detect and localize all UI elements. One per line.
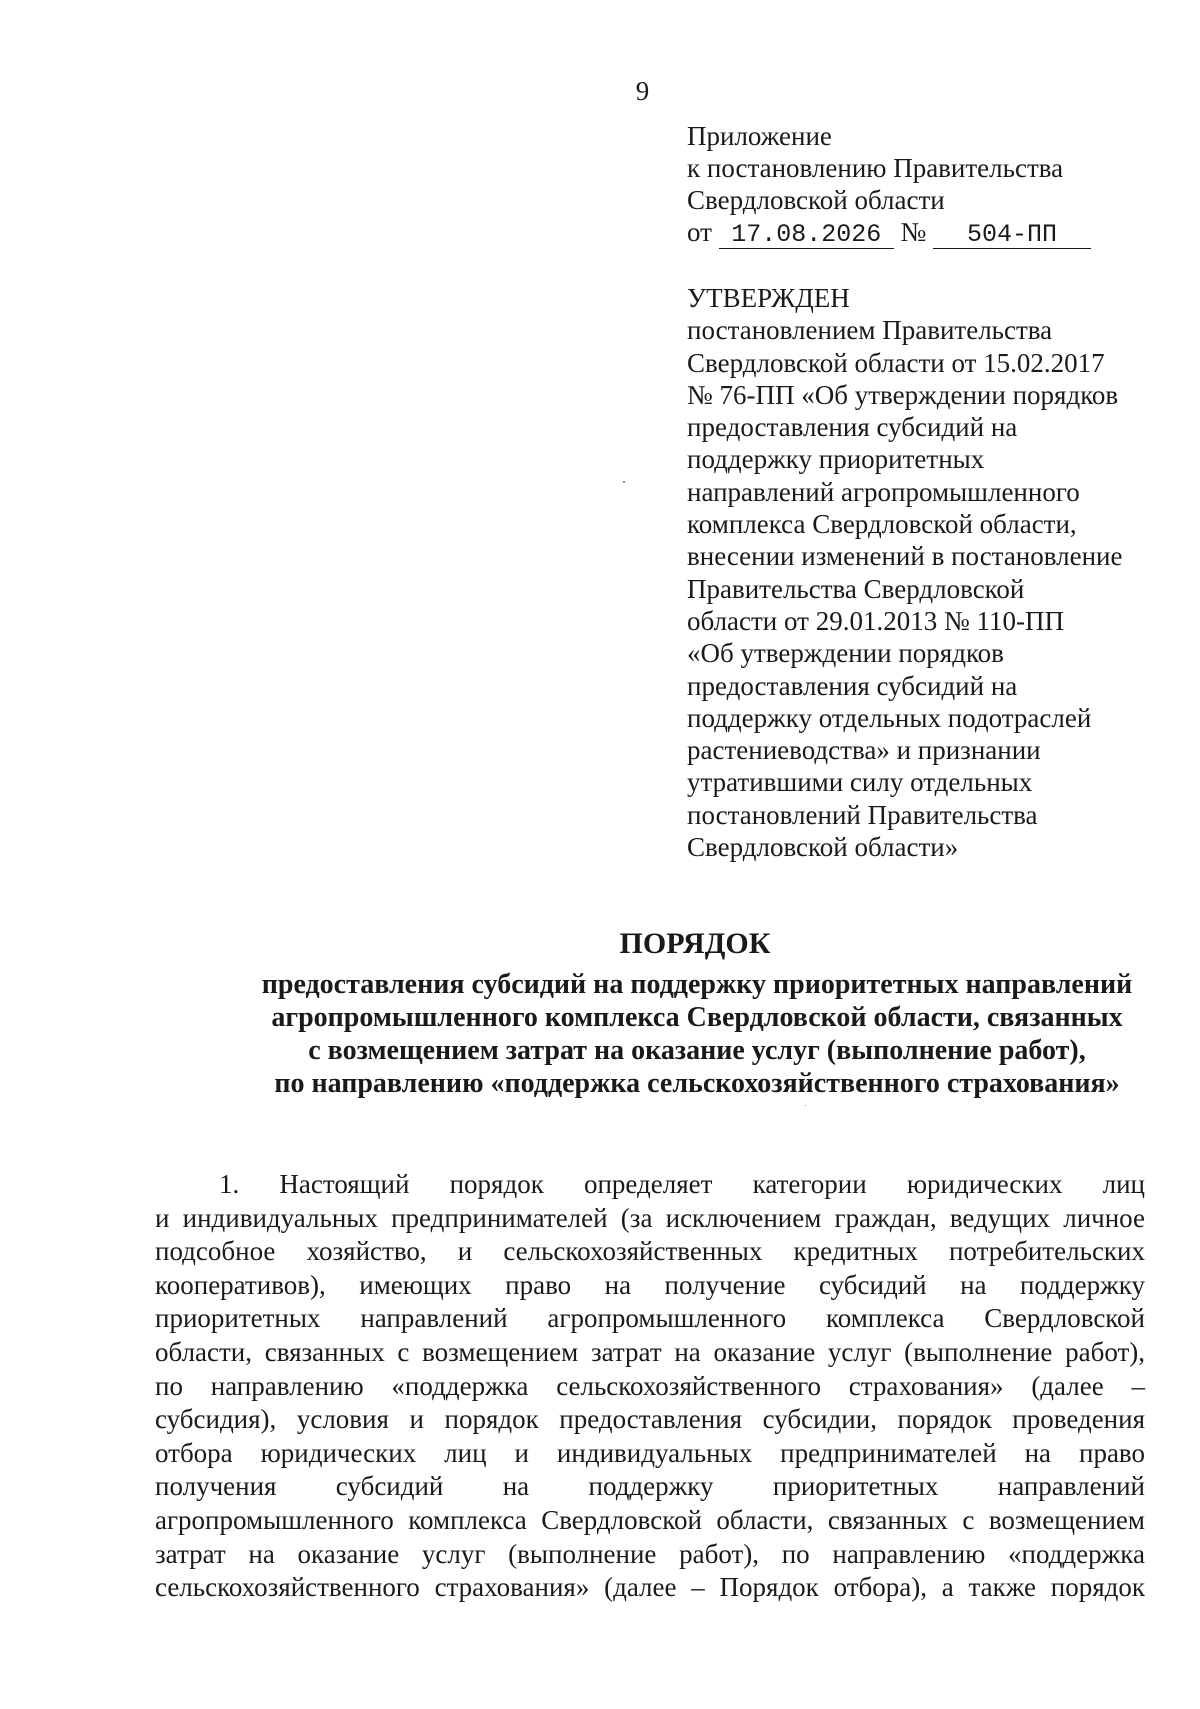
appendix-block bbox=[687, 120, 1187, 249]
approved-line: предоставления субсидий на bbox=[687, 670, 1018, 701]
body-line: получения субсидий на поддержку приоритетных направлений bbox=[155, 1471, 1145, 1502]
body-line: и индивидуальных предпринимателей (за исключением граждан, ведущих личное bbox=[155, 1202, 1145, 1233]
body-line: агропромышленного комплекса Свердловской области, связанных с возмещением bbox=[155, 1504, 1145, 1535]
approved-line: внесении изменений в постановление bbox=[687, 541, 1123, 572]
scan-speck bbox=[805, 1105, 806, 1106]
body-line: по направлению «поддержка сельскохозяйственного страхования» (далее – bbox=[155, 1370, 1145, 1401]
approved-line: Свердловской области» bbox=[687, 832, 959, 863]
approved-line: постановлением Правительства bbox=[687, 315, 1053, 346]
body-line: подсобное хозяйство, и сельскохозяйственных кредитных потребительских bbox=[155, 1236, 1145, 1267]
title-sub-line: с возмещением затрат на оказание услуг (выполнение работ), bbox=[308, 1035, 1086, 1066]
approved-line: растениеводства» и признании bbox=[687, 735, 1041, 766]
appendix-line: Приложение bbox=[687, 121, 832, 151]
body-line: 1. Настоящий порядок определяет категории юридических лиц bbox=[219, 1169, 1145, 1199]
appendix-date-line bbox=[687, 216, 1187, 249]
title-sub-line: по направлению «поддержка сельскохозяйственного страхования» bbox=[274, 1068, 1120, 1099]
body-line: приоритетных направлений агропромышленного комплекса Свердловской bbox=[155, 1303, 1145, 1334]
approved-line: «Об утверждении порядков bbox=[687, 638, 1004, 669]
approved-line: области от 29.01.2013 № 110-ПП bbox=[687, 605, 1064, 636]
approved-line: предоставления субсидий на bbox=[687, 412, 1018, 443]
number-field: 504-ПП bbox=[933, 222, 1091, 249]
approved-line: комплекса Свердловской области, bbox=[687, 509, 1077, 540]
appendix-line: к постановлению Правительства bbox=[687, 153, 1064, 183]
page-number: 9 bbox=[635, 76, 650, 106]
body-line: отбора юридических лиц и индивидуальных предпринимателей на право bbox=[155, 1437, 1145, 1468]
approved-line: поддержку приоритетных bbox=[687, 444, 985, 475]
approved-line: Свердловской области от 15.02.2017 bbox=[687, 347, 1105, 378]
body-line: сельскохозяйственного страхования» (далее – Порядок отбора), а также порядок bbox=[155, 1572, 1145, 1603]
body-paragraph bbox=[155, 1168, 1145, 1605]
date-field: 17.08.2026 bbox=[719, 222, 894, 249]
appendix-line: Свердловской области bbox=[687, 185, 945, 215]
body-line: области, связанных с возмещением затрат на оказание услуг (выполнение работ), bbox=[155, 1336, 1145, 1367]
date-prefix: от bbox=[687, 217, 712, 247]
approved-heading: УТВЕРЖДЕН bbox=[687, 283, 850, 313]
title-sub-line: агропромышленного комплекса Свердловской области, связанных bbox=[271, 1002, 1123, 1033]
body-line: субсидия), условия и порядок предоставления субсидии, порядок проведения bbox=[155, 1404, 1145, 1435]
approved-line: утратившими силу отдельных bbox=[687, 767, 1033, 798]
approved-line: направлений агропромышленного bbox=[687, 476, 1080, 507]
body-line: затрат на оказание услуг (выполнение работ), по направлению «поддержка bbox=[155, 1538, 1145, 1569]
document-title bbox=[100, 924, 1200, 1100]
approved-line: № 76-ПП «Об утверждении порядков bbox=[687, 379, 1119, 410]
approved-line: поддержку отдельных подотраслей bbox=[687, 702, 1092, 733]
scan-speck bbox=[623, 481, 625, 483]
body-line: кооперативов), имеющих право на получение субсидий на поддержку bbox=[155, 1269, 1145, 1300]
number-prefix: № bbox=[900, 217, 927, 247]
approved-block bbox=[687, 282, 1187, 863]
approved-line: Правительства Свердловской bbox=[687, 573, 1025, 604]
title-sub-line: предоставления субсидий на поддержку приоритетных направлений bbox=[261, 969, 1133, 1000]
title-main: ПОРЯДОК bbox=[619, 927, 771, 960]
approved-line: постановлений Правительства bbox=[687, 799, 1038, 830]
